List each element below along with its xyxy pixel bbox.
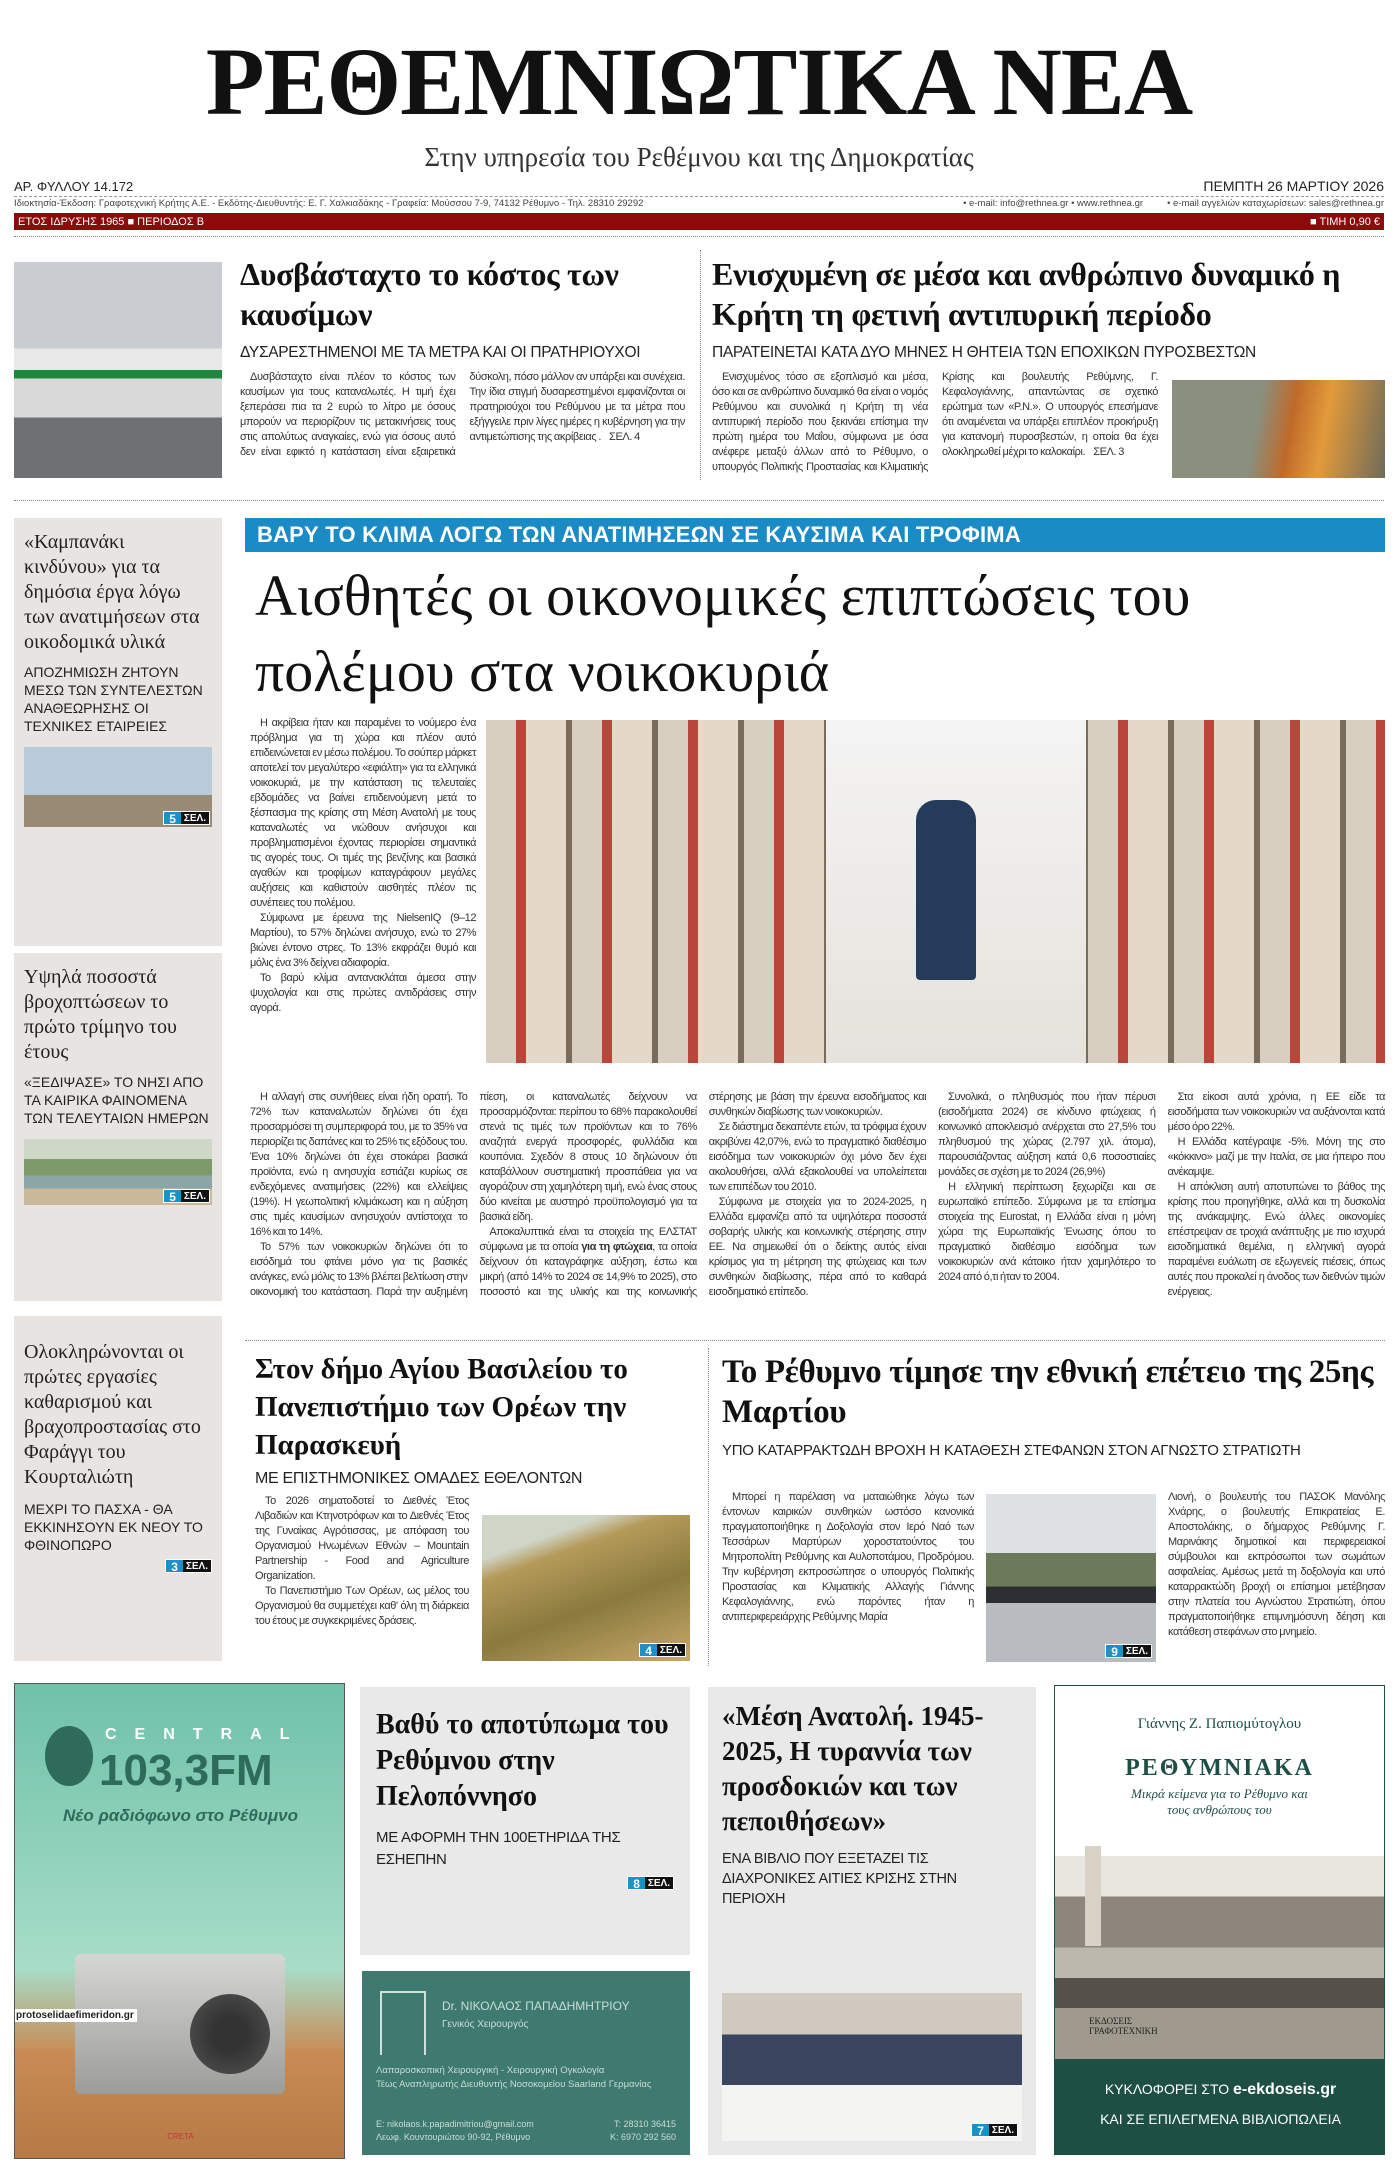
page-ref[interactable]: ΣΕΛ. 4 <box>609 431 640 443</box>
book-ad-footer <box>1055 2059 1385 2155</box>
masthead-slogan: Στην υπηρεσία του Ρεθέμνου και της Δημοκρατίας <box>424 142 974 172</box>
available-text: ΚΥΚΛΟΦΟΡΕΙ ΣΤΟ <box>1104 2081 1230 2097</box>
doctor-email[interactable]: E: nikolaos.k.papadimitriou@gmail.com <box>376 2119 534 2129</box>
page-badge[interactable]: 7 ΣΕΛ. <box>971 2123 1018 2137</box>
headline[interactable]: «Καμπανάκι κινδύνου» για τα δημόσια έργα λόγω των ανατιμήσεων στα οικοδομικά υλικά <box>24 531 200 653</box>
book-ad[interactable] <box>1054 1685 1385 2155</box>
headline[interactable]: Στον δήμο Αγίου Βασιλείου το Πανεπιστήμιο των Ορέων την Παρασκευή <box>255 1353 628 1461</box>
headline[interactable]: Το Ρέθυμνο τίμησε την εθνική επέτειο της 25ης Μαρτίου <box>722 1354 1374 1430</box>
doctor-title: Γενικός Χειρουργός <box>442 2019 529 2030</box>
kicker: ΥΠΟ ΚΑΤΑΡΡΑΚΤΩΔΗ ΒΡΟΧΗ Η ΚΑΤΑΘΕΣΗ ΣΤΕΦΑΝΩΝ ΣΤΟΝ ΑΓΝΩΣΤΟ ΣΤΡΑΤΙΩΤΗ <box>722 1442 1301 1459</box>
kicker: ΠΑΡΑΤΕΙΝΕΤΑΙ ΚΑΤΑ ΔΥΟ ΜΗΝΕΣ Η ΘΗΤΕΙΑ ΤΩΝ ΕΠΟΧΙΚΩΝ ΠΥΡΟΣΒΕΣΤΩΝ <box>712 344 1256 361</box>
masthead-title: ΡΕΘΕΜΝΙΩΤΙΚΑ ΝΕΑ <box>205 28 1193 135</box>
radio-frequency: 103,3FM <box>99 1746 273 1795</box>
radio-ad[interactable] <box>14 1683 345 2159</box>
e-ekdoseis-link[interactable]: e-ekdoseis.gr <box>1233 2081 1337 2098</box>
lake-photo <box>24 1139 212 1205</box>
story-body <box>240 370 685 460</box>
paragraph: Σύμφωνα με στοιχεία για το 2024-2025, η Ελλάδα εμφανίζει από τα υψηλότερα ποσοστά σοβαρής υλικής και κοινωνικής στέρησης στην ΕΕ. Να σημειωθεί ότι ο δείκτης αυτός είναι κρίσιμος για τη μέτρηση της φτώχειας και των συνθηκών διαβίωσης, πέρα από το καθαρά εισοδηματικό επίπεδο. <box>708 1196 927 1298</box>
page-ref[interactable]: ΣΕΛ. 3 <box>1093 446 1125 458</box>
book-subtitle: Μικρά κείμενα για το Ρέθυμνο και τους ανθρώπους του <box>1131 1786 1308 1817</box>
page-badge[interactable]: 9 ΣΕΛ. <box>1105 1644 1152 1658</box>
issue-row <box>14 178 1384 197</box>
kicker: ΔΥΣΑΡΕΣΤΗΜΕΝΟΙ ΜΕ ΤΑ ΜΕΤΡΑ ΚΑΙ ΟΙ ΠΡΑΤΗΡΙΟΥΧΟΙ <box>240 344 641 361</box>
story-middle-east-book[interactable] <box>708 1687 1036 2155</box>
gas-station-photo <box>14 262 222 478</box>
issue-number: ΑΡ. ΦΥΛΛΟΥ 14.172 <box>14 179 134 194</box>
main-body-columns <box>250 1090 1385 1300</box>
divider <box>14 236 1384 237</box>
doctor-logo-icon <box>380 1991 426 2055</box>
radio-tagline: Νέο ραδιόφωνο στο Ρέθυμνο <box>63 1806 298 1825</box>
main-banner: ΒΑΡΥ ΤΟ ΚΛΙΜΑ ΛΟΓΩ ΤΩΝ ΑΝΑΤΙΜΗΣΕΩΝ ΣΕ ΚΑΥΣΙΜΑ ΚΑΙ ΤΡΟΦΙΜΑ <box>245 518 1385 552</box>
founded-bar <box>14 213 1384 230</box>
headline[interactable]: Ενισχυμένη σε μέσα και ανθρώπινο δυναμικό η Κρήτη τη φετινή αντιπυρική περίοδο <box>712 256 1341 332</box>
headline[interactable]: «Μέση Ανατολή. 1945-2025, Η τυραννία των προσδοκιών και των πεποιθήσεων» <box>722 1701 984 1836</box>
paragraph: Το 2026 σηματοδοτεί το Διεθνές Έτος Λιβαδιών και Κτηνοτρόφων και το Διεθνές Έτος της Γυναίκας Αγρότισσας, με απόφαση του Οργανισμού Ηνωμένων Εθνών – Mountain Partnership - Food and Agriculture Organization. <box>255 1495 469 1582</box>
bookstores-text: ΚΑΙ ΣΕ ΕΠΙΛΕΓΜΕΝΑ ΒΙΒΛΙΟΠΩΛΕΙΑ <box>1100 2111 1341 2127</box>
price: ■ ΤΙΜΗ 0,90 € <box>1309 215 1380 228</box>
story-body <box>712 370 1158 475</box>
story-march-25[interactable] <box>722 1352 1385 1459</box>
paragraph: Σε διάστημα δεκαπέντε ετών, τα τρόφιμα έχουν ακριβύνει 42,07%, ενώ το πραγματικό διαθέσιμο εισόδημα των νοικοκυριών όχι μόνο δεν έχει ακολουθήσει, αλλά εξακολουθεί να υπολείπεται των επιπέδων του 2010. <box>708 1121 927 1193</box>
harbor-photo <box>1055 1856 1385 2059</box>
paragraph: Η ακρίβεια ήταν και παραμένει το νούμερο ένα πρόβλημα για τη χώρα και πλέον αυτό επιδεινώνεται εν μέσω πολέμου. Το σούπερ μάρκετ αποτελεί τον μεγαλύτερο «εφιάλτη» για τα ελληνικά νοικοκυριά, με την κατάσταση τις τελευταίες εβδομάδες να βαίνει επιδεινούμενη μετά το ξέσπασμα της κρίσης στη Μέση Ανατολή με τους καταναλωτές να νιώθουν ανήσυχοι και προβληματισμένοι έχοντας περιορίσει σημαντικά τις αγορές τους. Οι τιμές της βενζίνης και βασικά αγαθών και τροφίμων καταγράφουν μεγάλες αυξήσεις και καθιστούν αισθητές πλέον τις συνέπειες του πολέμου. <box>250 717 476 909</box>
story-body <box>255 1494 469 1629</box>
imprint-text: Ιδιοκτησία-Έκδοση: Γραφοτεχνική Κρήτης Α.Ε. - Εκδότης-Διευθυντής: Ε. Γ. Χαλκιαδάκης - Γραφεία: Μούσσου 7-9, 74132 Ρέθυμνο - Τηλ. 28310 29292 <box>14 198 644 209</box>
radio-logo-icon <box>45 1726 93 1786</box>
paragraph: Συνολικά, ο πληθυσμός που ήταν πέρυσι (εισοδήματα 2024) σε κίνδυνο φτώχειας ή κοινωνικό αποκλεισμό ανέρχεται στο 27,5% του πληθυσμού της χώρας (2.797 χιλ. άτομα), παρουσιάζοντας αύξηση κατά 0,6 ποσοστιαίες μονάδες σε σχέση με το 2024 (26,9%) <box>938 1091 1156 1178</box>
headline[interactable]: Βαθύ το αποτύπωμα του Ρεθύμνου στην Πελοπόννησο <box>376 1709 669 1812</box>
radio-footer: CRETA <box>167 2132 194 2141</box>
kicker: ΜΕ ΕΠΙΣΤΗΜΟΝΙΚΕΣ ΟΜΑΔΕΣ ΕΘΕΛΟΝΤΩΝ <box>255 1470 583 1487</box>
kicker: ΕΝΑ ΒΙΒΛΙΟ ΠΟΥ ΕΞΕΤΑΖΕΙ ΤΙΣ ΔΙΑΧΡΟΝΙΚΕΣ ΑΙΤΙΕΣ ΚΡΙΣΗΣ ΣΤΗΝ ΠΕΡΙΟΧΗ <box>722 1851 957 1907</box>
page-badge[interactable]: 5 ΣΕΛ. <box>163 811 210 825</box>
sidebar-story-gorge[interactable] <box>14 1316 222 1661</box>
contact-email[interactable]: • e-mail: info@rethnea.gr • www.rethnea.gr <box>963 198 1144 209</box>
divider <box>14 500 1384 501</box>
sidebar-story-public-works[interactable] <box>14 518 222 946</box>
sidebar-story-rainfall[interactable] <box>14 953 222 1301</box>
headline[interactable]: Υψηλά ποσοστά βροχοπτώσεων το πρώτο τρίμηνο του έτους <box>24 966 177 1063</box>
doctor-specialty: Λαπαροσκοπική Χειρουργική - Χειρουργική Ογκολογία <box>376 2065 605 2076</box>
story-body-col2 <box>1168 1490 1385 1640</box>
main-body-col1 <box>250 716 476 1016</box>
doctor-position: Τέως Αναπληρωτής Διευθυντής Νοσοκομείου Saarland Γερμανίας <box>376 2079 652 2090</box>
ads-email[interactable]: • e-mail αγγελιών καταχωρίσεων: sales@rethnea.gr <box>1167 198 1384 209</box>
doctor-name: Dr. ΝΙΚΟΛΑΟΣ ΠΑΠΑΔΗΜΗΤΡΙΟΥ <box>442 1999 630 2013</box>
page-badge[interactable]: 8 ΣΕΛ. <box>627 1876 674 1890</box>
story-fuel-cost[interactable] <box>240 254 685 460</box>
founded-text: ΕΤΟΣ ΙΔΡΥΣΗΣ 1965 ■ ΠΕΡΙΟΔΟΣ Β <box>18 215 205 228</box>
paragraph: Ενισχυμένος τόσο σε εξοπλισμό και μέσα, όσο και σε ανθρώπινο δυναμικό θα είναι ο νομός Ρεθύμνου και συνολικά η Κρήτη τη νέα αντιπυρική περίοδο που ξεκινάει επίσημα την πρώτη ημέρα του Μαΐου, σύμφωνα με όσα ανέφερε μεταξύ άλλων από το Ρέθυμνο, ο υπουργός Πολιτικής Προστασίας και Κλιματικής Κρίσης και βουλευτής Ρεθύμνης, Γ. Κεφαλογιάννης, απαντώντας σε σχετικό ερώτημα των «Ρ.Ν.». Ο υπουργός επεσήμανε ότι αναμένεται να υπάρξει επιπλέον προκήρυξη για κατανομή πυροσβεστών, η οποία θα έχει ολοκληρωθεί μέχρι το καλοκαίρι. ΣΕΛ. 3 <box>712 371 1158 473</box>
main-headline[interactable]: Αισθητές οι οικονομικές επιπτώσεις του πολέμου στα νοικοκυριά <box>255 563 1191 704</box>
paragraph: Η Ελλάδα κατέγραψε -5%. Μόνη της στο «κόκκινο» μαζί με την Ιταλία, σε μια ήπειρο που ανέκαμψε. <box>1167 1136 1385 1178</box>
story-peloponnese[interactable] <box>360 1687 690 1955</box>
page-badge[interactable]: 5 ΣΕΛ. <box>163 1189 210 1203</box>
page-badge[interactable]: 3 ΣΕΛ. <box>165 1559 212 1573</box>
book-author: Γιάννης Ζ. Παπιομύτογλου <box>1137 1716 1302 1732</box>
doctor-ad[interactable] <box>362 1971 690 2155</box>
story-body-col1 <box>722 1490 974 1625</box>
kicker: «ΞΕΔΙΨΑΣΕ» ΤΟ ΝΗΣΙ ΑΠΟ ΤΑ ΚΑΙΡΙΚΑ ΦΑΙΝΟΜΕΝΑ ΤΩΝ ΤΕΛΕΥΤΑΙΩΝ ΗΜΕΡΩΝ <box>24 1074 209 1126</box>
paragraph: Το βαρύ κλίμα αντανακλάται άμεσα στην ψυχολογία και στις πρώτες αντιδράσεις στην αγορά. <box>250 972 476 1014</box>
presentation-photo <box>722 1993 1022 2141</box>
doctor-mobile: K: 6970 292 560 <box>609 2132 676 2142</box>
imprint <box>14 198 1384 209</box>
paragraph: Το 57% των νοικοκυριών δηλώνει ότι το εισόδημά του φτάνει μόνο για τις βασικές ανάγκες, ενώ μόλις το 13% βλέπει βελτίωση στην οικονομική του κατάσταση. Παρά την αυξημένη πίεση, οι καταναλωτές δείχνουν να προσαρμόζονται: περίπου το 68% παρακολουθεί στενά τις τιμές των προϊόντων και το 76% αναζητά ενεργά προσφορές, φυλλάδια και κουπόνια. Σχεδόν 8 στους 10 δηλώνουν ότι καταβάλλουν συστηματική προσπάθεια για να αγοράζουν στη χαμηλότερη τιμή, ενώ ένας στους δύο κινείται με αυστηρό προϋπολογισμό για τα βασικά είδη. <box>250 1091 697 1298</box>
firefighter-photo <box>1172 380 1385 478</box>
headline[interactable]: Ολοκληρώνονται οι πρώτες εργασίες καθαρισμού και βραχοπροστασίας στο Φαράγγι του Κουρταλιώτη <box>24 1341 201 1488</box>
kicker: ΑΠΟΖΗΜΙΩΣΗ ΖΗΤΟΥΝ ΜΕΣΩ ΤΩΝ ΣΥΝΤΕΛΕΣΤΩΝ ΑΝΑΘΕΩΡΗΣΗΣ ΟΙ ΤΕΧΝΙΚΕΣ ΕΤΑΙΡΕΙΕΣ <box>24 664 203 734</box>
volunteers-photo <box>482 1515 690 1661</box>
paragraph: Η ελληνική περίπτωση ξεχωρίζει και σε ευρωπαϊκό επίπεδο. Σύμφωνα με τα επίσημα στοιχεία της Eurostat, η Ελλάδα είναι η μόνη χώρα της Ευρωπαϊκής Ένωσης όπου το πραγματικό διαθέσιμο εισόδημα των νοικοκυριών ανά κάτοικο ήταν χαμηλότερο το 2024 από ό,τι ήταν το 2004. <box>938 1181 1156 1283</box>
supermarket-photo <box>486 720 1385 1063</box>
radio-brand: CENTRAL <box>105 1726 308 1743</box>
paragraph: Μπορεί η παρέλαση να ματαιώθηκε λόγω των έντονων καιρικών συνθηκών ωστόσο κανονικά πραγματοποιήθηκε η Δοξολογία στον Ιερό Ναό των Τεσσάρων Μαρτύρων χοροστατούντος του Μητροπολίτη Ρεθύμνης και Αυλοποτάμου, Προδρόμου. Την κυβέρνηση εκπροσώπησε ο υπουργός Πολιτικής Προστασίας και Κλιματικής Αλλαγής Γιάννης Κεφαλογιάννης, ενώ παρόντες ήταν η αντιπεριφερειάρχης Ρεθύμνης Μαρία <box>722 1491 974 1623</box>
radio-icon <box>75 1954 285 2094</box>
book-title: ΡΕΘΥΜΝΙΑΚΑ <box>1125 1755 1314 1781</box>
doctor-address: Λεωφ. Κουντουριώτου 90-92, Ρέθυμνο <box>376 2132 531 2142</box>
paragraph: Δυσβάσταχτο είναι πλέον το κόστος των καυσίμων για τους καταναλωτές. Η τιμή έχει ξεπεράσει πια τα 2 ευρώ το λίτρο με όσους μπορούν να περιορίζουν τις μετακινήσεις τους στις απολύτως αναγκαίες, ενώ για όσους αυτό δεν είναι εφικτό η κατάσταση είναι εξαιρετικά δύσκολη, πόσο μάλλον αν υπάρξει και συνέχεια. Την ίδια στιγμή δυσαρεστημένοι εμφανίζονται οι πρατηριούχοι του Ρεθύμνου με τα μέτρα που εξήγγειλε πριν λίγες ημέρες η κυβέρνηση για την αντιμετώπισης της ακρίβειας . ΣΕΛ. 4 <box>240 371 685 458</box>
paragraph: Στα είκοσι αυτά χρόνια, η ΕΕ είδε τα εισοδήματα των νοικοκυριών να αυξάνονται κατά μέσο όρο 22%. <box>1167 1091 1385 1133</box>
paragraph: Λιονή, ο βουλευτής του ΠΑΣΟΚ Μανόλης Χνάρης, ο βουλευτής Επικρατείας Ε. Αποστολάκης, ο δήμαρχος Ρεθύμνης Γ. Μαρινάκης δημοτικοί και περιφερειακοί σύμβουλοι και εκπρόσωποι των σωμάτων ασφαλείας. Αμέσως μετά τη δοξολογία και υπό καταρρακτώδη βροχή οι επίσημοι μετέβησαν στην πλατεία του Αγνώστου Στρατιώτη, όπου πραγματοποιήθηκε επιμνημόσυνη δέηση και κατάθεση στεφάνων στο μνημείο. <box>1168 1491 1385 1638</box>
paragraph: Η απόκλιση αυτή αποτυπώνει το βάθος της κρίσης που προηγήθηκε, αλλά και τη δυσκολία της ανάκαμψης. Ενώ άλλες οικονομίες επέστρεψαν σε τροχιά ανάπτυξης με πιο ισχυρά εισοδηματικά θεμέλια, η ελληνική αγορά παραμένει ευάλωτη σε εξωγενείς πιέσεις, όπως αυτές που προκαλεί η άνοδος των διεθνών τιμών ενέργειας. <box>1167 1181 1385 1298</box>
divider <box>245 1340 1385 1341</box>
kicker: ΜΕΧΡΙ ΤΟ ΠΑΣΧΑ - ΘΑ ΕΚΚΙΝΗΣΟΥΝ ΕΚ ΝΕΟΥ ΤΟ ΦΘΙΝΟΠΩΡΟ <box>24 1501 203 1553</box>
watermark: protoselidaefimeridon.gr <box>14 2009 137 2022</box>
page-badge[interactable]: 4 ΣΕΛ. <box>639 1643 686 1657</box>
ceremony-photo <box>986 1494 1156 1662</box>
paragraph: Αποκαλυπτικά είναι τα στοιχεία της ΕΛΣΤΑΤ σύμφωνα με τα οποία για τη φτώχεια, τα οποία δείχνουν ότι καταγράφηκε αύξηση, έστω και μικρή (από 14% το 2024 σε 14,9% το 2025), στο ποσοστό και της υλικής και της κοινωνικής στέρησης με βάση την έρευνα εισοδήματος και συνθηκών διαβίωσης των νοικοκυριών. <box>479 1091 927 1298</box>
paragraph: Σύμφωνα με έρευνα της NielsenIQ (9–12 Μαρτίου), το 57% δηλώνει ανήσυχο, ενώ το 27% βιώνει έντονο στρες. Το 13% εκφράζει θυμό και μόλις ένα 3% δείχνει αδιαφορία. <box>250 912 476 969</box>
paragraph: Το Πανεπιστήμιο Των Ορέων, ως μέλος του Οργανισμού θα συμμετέχει καθ' όλη τη διάρκεια του έτους με συγκεκριμένες δράσεις. <box>255 1585 469 1627</box>
issue-date: ΠΕΜΠΤΗ 26 ΜΑΡΤΙΟΥ 2026 <box>1203 178 1384 194</box>
publisher-logo: ΕΚΔΟΣΕΙΣ ΓΡΑΦΟΤΕΧΝΙΚΗ <box>1089 2016 1158 2036</box>
headline[interactable]: Δυσβάσταχτο το κόστος των καυσίμων <box>240 256 619 332</box>
kicker: ΜΕ ΑΦΟΡΜΗ ΤΗΝ 100ΕΤΗΡΙΔΑ ΤΗΣ ΕΣΗΕΠΗΝ <box>376 1829 621 1868</box>
divider <box>708 1348 709 1666</box>
paragraph: Η αλλαγή στις συνήθειες είναι ήδη ορατή. Το 72% των καταναλωτών δηλώνει ότι έχει προσαρμόσει τη συμπεριφορά του, με το 35% να περιορίζει τις δαπάνες και το 25% τις εξόδους του. Ένα 10% δηλώνει ότι έχει στοκάρει βασικά προϊόντα, ενώ η ανησυχία εστιάζει κυρίως σε ενδεχόμενες ανατιμήσεις (22%) και ελλείψεις (19%). Η γεωπολιτική κλιμάκωση και η αύξηση στις τιμές καυσίμων ανησυχούν αντίστοιχα το 16% και το 14%. <box>250 1091 468 1238</box>
doctor-phone: T: 28310 36415 <box>613 2119 676 2129</box>
construction-photo <box>24 747 212 827</box>
divider <box>700 250 701 480</box>
